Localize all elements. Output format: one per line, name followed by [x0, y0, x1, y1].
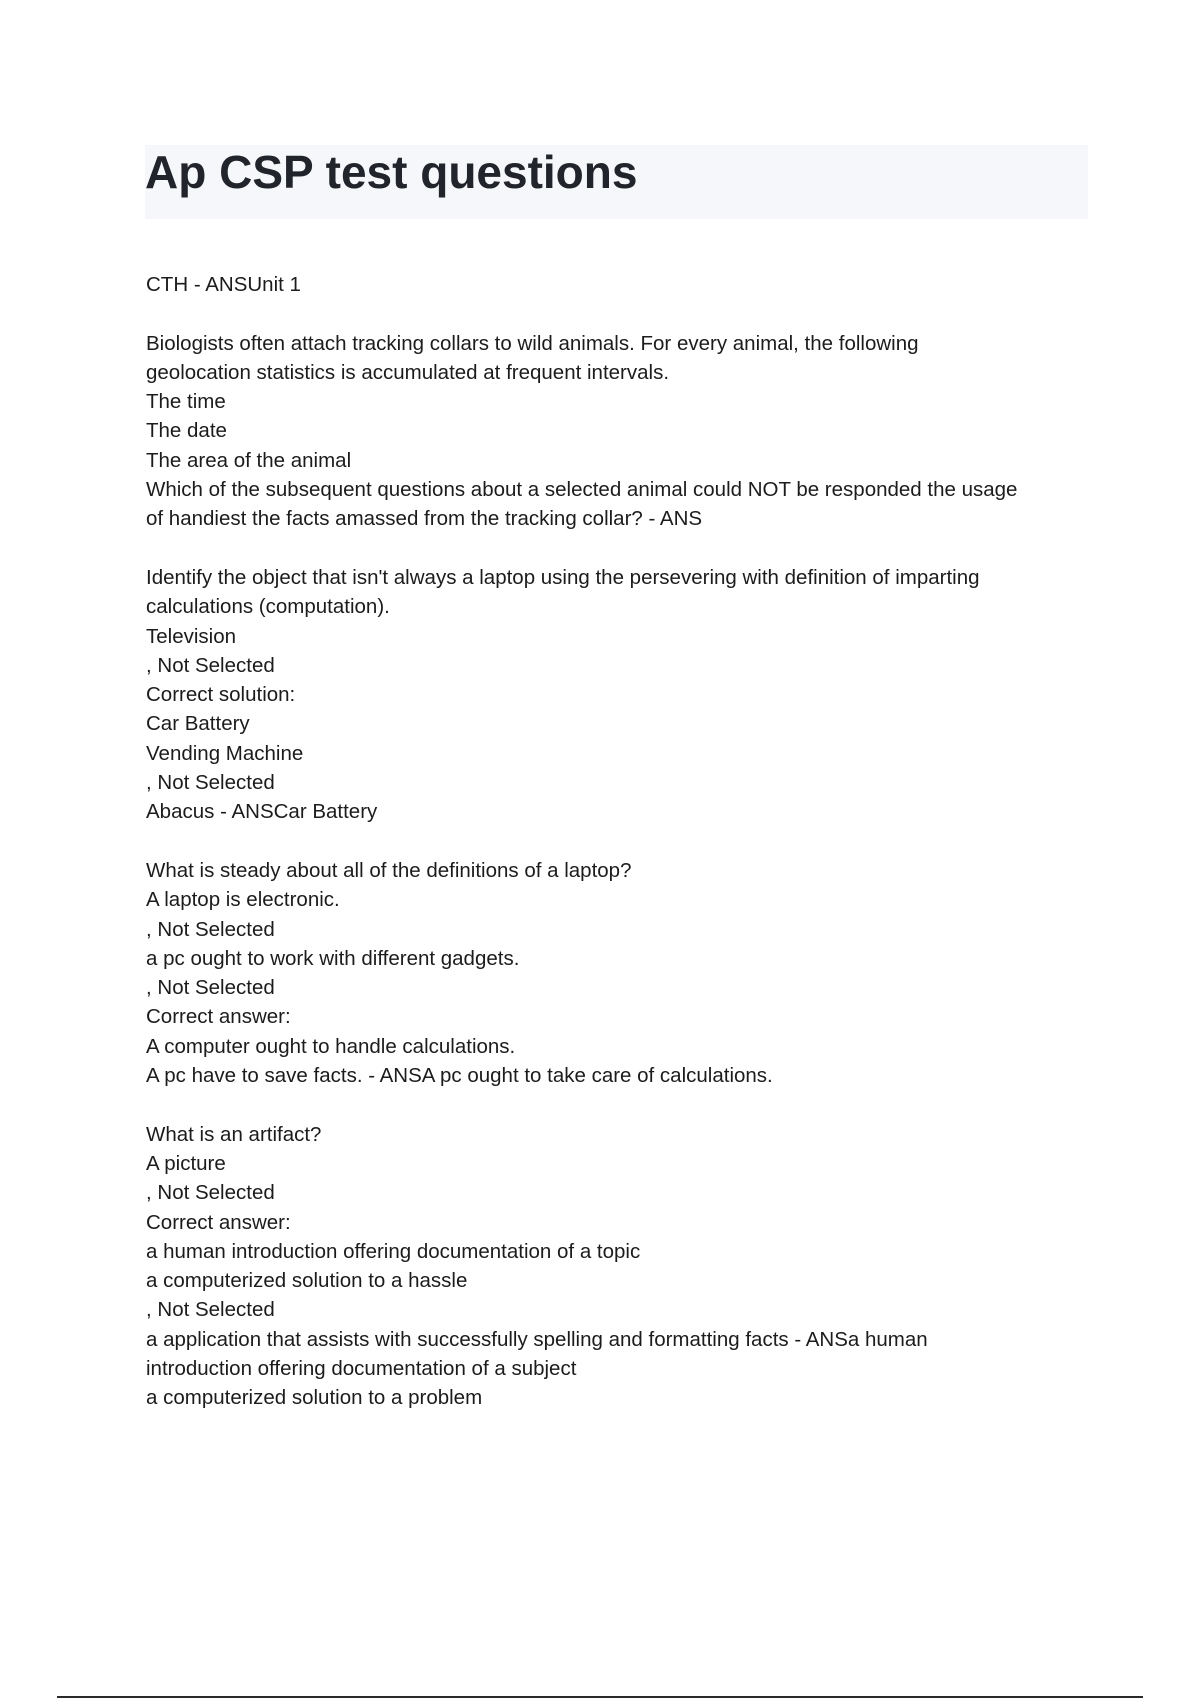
list-item: What is steady about all of the definitions of a laptop? [146, 858, 632, 882]
list-item: Correct solution: [146, 683, 296, 707]
list-item: The area of the animal [146, 448, 352, 472]
list-item: The date [146, 419, 227, 443]
list-item: Abacus - ANSCar Battery [146, 800, 378, 824]
list-item: What is an artifact? [146, 1122, 322, 1146]
list-item: a computerized solution to a problem [146, 1386, 483, 1410]
footer-divider [57, 1696, 1143, 1698]
list-item: , Not Selected [146, 1181, 275, 1205]
question-block-4 [146, 1120, 1096, 1413]
list-item: introduction offering documentation of a subject [146, 1356, 577, 1380]
question-block-2 [146, 563, 1096, 827]
paragraph-line: calculations (computation). [146, 595, 390, 619]
paragraph-line: Which of the subsequent questions about a selected animal could NOT be responded the usage [146, 478, 1018, 502]
list-item: Correct answer: [146, 1005, 291, 1029]
paragraph-line: Identify the object that isn't always a laptop using the persevering with definition of imparting [146, 565, 980, 589]
question-block-3 [146, 856, 1096, 1090]
page-title: Ap CSP test questions [145, 146, 638, 198]
list-item: a human introduction offering documentation of a topic [146, 1239, 641, 1263]
list-item: Car Battery [146, 712, 250, 736]
list-item: A picture [146, 1151, 226, 1175]
list-item: A laptop is electronic. [146, 888, 340, 912]
paragraph-line: geolocation statistics is accumulated at frequent intervals. [146, 360, 670, 384]
list-item: , Not Selected [146, 653, 275, 677]
list-item: , Not Selected [146, 917, 275, 941]
paragraph-line: Biologists often attach tracking collars to wild animals. For every animal, the following [146, 331, 919, 355]
paragraph-line: of handiest the facts amassed from the tracking collar? - ANS [146, 507, 703, 531]
list-item: A computer ought to handle calculations. [146, 1034, 516, 1058]
unit-heading [146, 270, 1096, 299]
list-item: a pc ought to work with different gadgets. [146, 946, 520, 970]
unit-line: CTH - ANSUnit 1 [146, 273, 301, 296]
list-item: , Not Selected [146, 976, 275, 1000]
question-block-1 [146, 329, 1096, 534]
list-item: , Not Selected [146, 1298, 275, 1322]
list-item: Correct answer: [146, 1210, 291, 1234]
list-item: The time [146, 390, 226, 414]
list-item: , Not Selected [146, 771, 275, 795]
document-body [146, 270, 1096, 1442]
list-item: a computerized solution to a hassle [146, 1269, 468, 1293]
list-item: a application that assists with successfully spelling and formatting facts - ANSa human [146, 1327, 928, 1351]
list-item: Vending Machine [146, 741, 304, 765]
list-item: Television [146, 624, 237, 648]
list-item: A pc have to save facts. - ANSA pc ought to take care of calculations. [146, 1064, 773, 1088]
